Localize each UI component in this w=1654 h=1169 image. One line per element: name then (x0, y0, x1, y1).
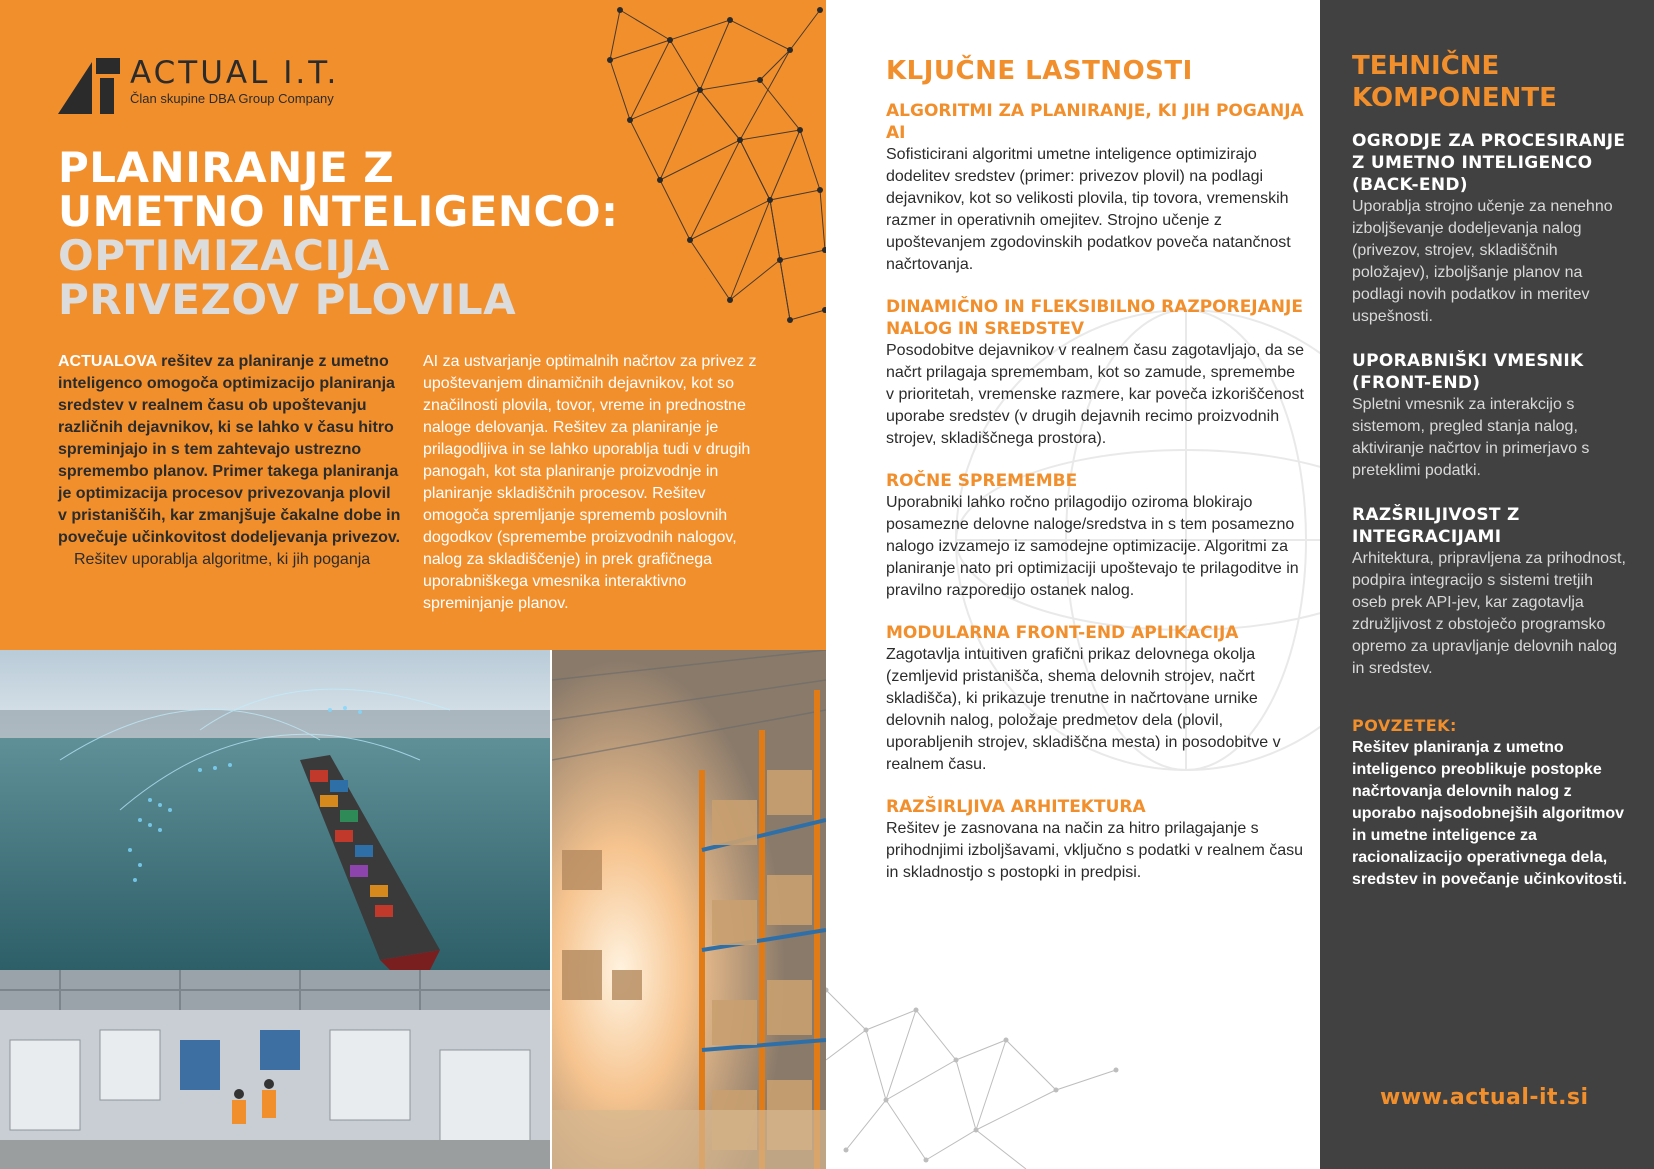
intro-lead: ACTUALOVA (58, 353, 157, 370)
feature-body: Uporabniki lahko ročno prilagodijo oziroma blokirajo posamezne delovne naloge/sredstva in s tem posamezno nalogo izvzamejo iz samodejne optimizacije. Algoritmi za planiranje nato pri optimizaciji upoštevajo te prilagoditve in pravilno razporedijo ostanek nalog. (886, 494, 1299, 599)
feature-body: Sofisticirani algoritmi umetne inteligence optimizirajo dodelitev sredstev (primer: privezov plovil) na podlagi dejavnikov, kot so velikosti plovila, tip tovora, vremenskih razmer in operativnih omejitev. Strojno učenje z upoštevanjem zgodovinskih podatkov poveča natančnost načrtovanja. (886, 146, 1291, 273)
feature-body: Zagotavlja intuitiven grafični prikaz delovnega okolja (zemljevid pristanišča, shema delovnih strojev, načrt skladišča), ki prikazuje trenutne in načrtovane urnike delovnih nalog, položaje predmetov dela (plovil, uporabljenih strojev, skladiščna mesta) in posodobitve v realnem času. (886, 646, 1281, 773)
feature-title: RAZŠIRLJIVA ARHITEKTURA (886, 797, 1146, 817)
company-logo[interactable] (58, 56, 339, 114)
feature-title: DINAMIČNO IN FLEKSIBILNO RAZPOREJANJE NALOG IN SREDSTEV (886, 297, 1303, 339)
website-link[interactable]: www.actual-it.si (1380, 1085, 1589, 1110)
feature-item (886, 100, 1306, 276)
features-heading: KLJUČNE LASTNOSTI (886, 56, 1193, 86)
component-body: Uporablja strojno učenje za nenehno izboljševanje dodeljevanja nalog (privezov, strojev, skladiščnih položajev), izboljšanje planov na podlagi novih podatkov in meritev uspešnosti. (1352, 198, 1613, 325)
ship-photo (0, 650, 550, 970)
component-body: Arhitektura, pripravljena za prihodnost, podpira integracijo s sistemi tretjih oseb prek API-jev, kar zagotavlja združljivost z obstoječo programsko opremo za upravljanje delovnih nalog in sredstev. (1352, 550, 1626, 677)
component-title: UPORABNIŠKI VMESNIK (FRONT-END) (1352, 351, 1584, 393)
feature-title: ALGORITMI ZA PLANIRANJE, KI JIH POGANJA AI (886, 101, 1304, 143)
key-features-column (826, 0, 1320, 1169)
component-item (1352, 504, 1628, 680)
feature-title: MODULARNA FRONT-END APLIKACIJA (886, 623, 1239, 643)
intro-tail: Rešitev uporablja algoritme, ki jih poganja (74, 551, 371, 568)
network-graphic-bottom (826, 970, 1320, 1169)
intro-column-2: AI za ustvarjanje optimalnih načrtov za privez z upoštevanjem dinamičnih dejavnikov, kot so značilnosti plovila, tovor, vreme in prednostne naloge delovanja. Rešitev za planiranje je prilagodljiva in se lahko uporablja tudi v drugih panogah, kot sta planiranje proizvodnje in planiranje skladiščnih procesov. Rešitev omogoča spremljanje sprememb poslovnih dogodkov (spremembe proizvodnih nalogov, nalog za skladiščenje) in prek grafičnega uporabniškega vmesnika interaktivno spreminjanje planov. (423, 353, 757, 612)
feature-item (886, 622, 1306, 776)
logo-name: ACTUAL I.T. (130, 55, 340, 91)
hero-panel (0, 0, 826, 650)
factory-photo (0, 970, 550, 1169)
feature-body: Posodobitve dejavnikov v realnem času zagotavljajo, da se načrt prilagaja spremembam, kot so zamude, spremembe v prioritetah, vremenske razmere, kar poveča izkoriščenost uporabe sredstev (v drugih dejavnih recimo proizvodnih strojev, skladiščnega prostora). (886, 342, 1305, 447)
feature-title: ROČNE SPREMEMBE (886, 471, 1078, 491)
component-title: OGRODJE ZA PROCESIRANJE Z UMETNO INTELIGENCO (BACK-END) (1352, 131, 1626, 195)
component-item (1352, 130, 1628, 328)
technical-components-column (1320, 0, 1654, 1169)
title-line-1: PLANIRANJE Z (58, 143, 395, 192)
features-content (886, 56, 1306, 904)
components-content (1352, 50, 1628, 891)
feature-item (886, 296, 1306, 450)
feature-body: Rešitev je zasnovana na način za hitro prilagajanje s prihodnjimi izboljšavami, vključno s podatki v realnem času in skladnostjo s postopki in predpisi. (886, 820, 1304, 881)
warehouse-photo (552, 650, 826, 1169)
component-item (1352, 350, 1628, 482)
components-heading: TEHNIČNE KOMPONENTE (1352, 51, 1557, 113)
title-line-3: OPTIMIZACIJA (58, 231, 390, 280)
intro-column-1 (58, 351, 403, 571)
page-title (58, 143, 758, 324)
component-title: RAZŠRILJIVOST Z INTEGRACIJAMI (1352, 505, 1520, 547)
logo-mark-icon (58, 58, 120, 114)
component-body: Spletni vmesnik za interakcijo s sistemom, pregled stanja nalog, aktiviranje načrtov in primerjavo s preteklimi podatki. (1352, 396, 1590, 479)
summary-title: POVZETEK: (1352, 716, 1457, 735)
summary-body: Rešitev planiranja z umetno inteligenco preoblikuje postopke načrtovanja delovnih nalog z uporabo najsodobnejših algoritmov in umetne inteligence za racionalizacijo operativnega dela, sredstev in povečanje učinkovitosti. (1352, 739, 1627, 888)
title-line-4: PRIVEZOV PLOVILA (58, 275, 517, 324)
title-line-2: UMETNO INTELIGENCO: (58, 187, 619, 236)
logo-subtitle: Član skupine DBA Group Company (130, 91, 334, 106)
feature-item (886, 796, 1306, 884)
feature-item (886, 470, 1306, 602)
intro-text-1: rešitev za planiranje z umetno inteligenco omogoča optimizacijo planiranja sredstev v realnem času ob upoštevanju različnih dejavnikov, ki se lahko v času hitro spreminjajo in s tem zahtevajo ustrezno spremembo planov. Primer takega planiranja je optimizacija procesov privezovanja plovil v pristaniščih, kar zmanjšuje čakalne dobe in povečuje učinkovitost dodeljevanja privezov. (58, 353, 401, 546)
